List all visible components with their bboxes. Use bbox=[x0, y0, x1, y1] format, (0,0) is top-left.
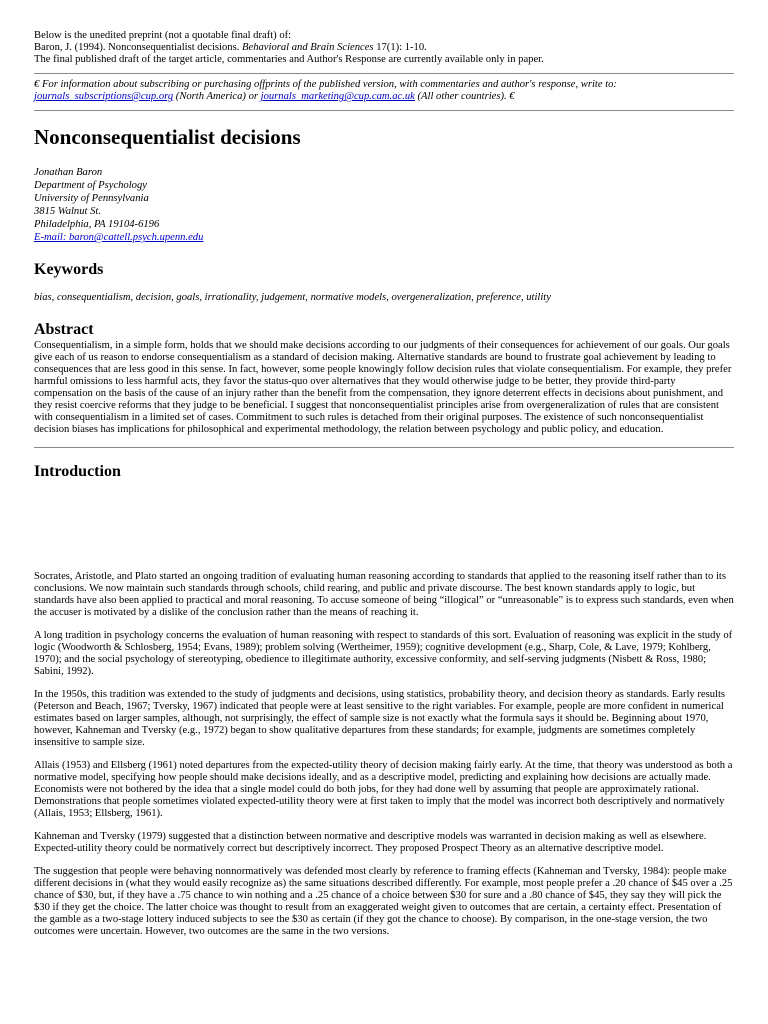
paragraph: The suggestion that people were behaving nonnormatively was defended most clearly by reference to framing effects (Kahneman and Tversky, 1984): people make different decisions in (what they would easily recognize as) the same situations described differently. For example, most people prefer a .20 chance of $45 over a .25 chance of $30, but, if they have a .75 chance to win nothing and a .25 chance of a choice between $30 for sure and a .80 chance of $45, they say they will pick the $30 if they get the choice. The latter choice was thought to result from an exaggerated weight given to outcomes that are certain, a certainty effect. Presentation of the gamble as a two-stage lottery induced subjects to see the $30 as certain (if they got the chance to choose). By comparison, in the one-stage version, the two outcomes were uncertain. However, two outcomes are the same in the two versions. bbox=[34, 866, 733, 937]
author-city: Philadelphia, PA 19104-6196 bbox=[34, 219, 160, 230]
divider bbox=[34, 73, 734, 74]
citation-line bbox=[34, 42, 734, 54]
divider bbox=[34, 447, 734, 448]
subscription-end: (All other countries). € bbox=[414, 91, 515, 102]
keywords-heading: Keywords bbox=[34, 261, 104, 278]
paragraph: Allais (1953) and Ellsberg (1961) noted departures from the expected-utility theory of decision making fairly early. At the time, that theory was understood as both a normative model, specifying how people should make decisions ideally, and as a descriptive model, predicting and explaining how decisions are actually made. Economists were not bothered by the idea that a single model could do both jobs, for they had done well by assuming that people are approximately rational. Demonstrations that people sometimes violated expected-utility theory were at first taken to imply that the model was incorrect both descriptively and normatively (Allais, 1953; Ellsberg, 1961). bbox=[34, 760, 733, 819]
author-department: Department of Psychology bbox=[34, 180, 147, 191]
citation-volume: 17(1): 1-10. bbox=[373, 42, 427, 53]
author-name: Jonathan Baron bbox=[34, 167, 103, 178]
subscription-line: € For information about subscribing or purchasing offprints of the published version, with commentaries and author's response, write to: bbox=[34, 79, 617, 90]
paragraph: Socrates, Aristotle, and Plato started an ongoing tradition of evaluating human reasoning according to standards that applied to the reasoning itself rather than to its conclusions. We now maintain such standards through schools, child rearing, and public and private discourse. The best known standards apply to logic, but standards have also been applied to practical and moral reasoning. To accuse someone of being “illogical” or “unreasonable” is to express such standards, even when the accuser is motivated by a dislike of the conclusion rather than the means of reaching it. bbox=[34, 571, 734, 618]
abstract-text: Consequentialism, in a simple form, holds that we should make decisions according to our judgments of their consequences for achievement of our goals. Our goals give each of us reason to endorse consequentialism as a standard of decision making. Alternative standards are bound to frustrate goal achievement by leading to consequences that are less good in this sense. In fact, however, some people knowingly follow decision rules that violate consequentialism. For example, they prefer harmful omissions to less harmful acts, they favor the status-quo over alternatives that they would otherwise judge to be better, they provide third-party compensation on the basis of the cause of an injury rather than the benefit from the compensation, they ignore deterrent effects in decisions about punishment, and they resist coercive reforms that they judge to be beneficial. I suggest that nonconsequentialist principles arise from overgeneralization of rules that are consistent with consequentialism in a limited set of cases. Commitment to such rules is detached from their original purposes. The existence of such nonconsequentialist decision biases has implications for philosophical and experimental methodology, the relation between psychology and public policy, and education. bbox=[34, 340, 732, 435]
email-link-other-countries[interactable]: journals_marketing@cup.cam.ac.uk bbox=[260, 91, 415, 102]
introduction-heading: Introduction bbox=[34, 463, 121, 480]
abstract-heading: Abstract bbox=[34, 321, 94, 338]
divider bbox=[34, 110, 734, 111]
author-street: 3815 Walnut St. bbox=[34, 206, 102, 217]
citation-journal: Behavioral and Brain Sciences bbox=[242, 42, 374, 53]
subscription-info bbox=[34, 79, 734, 103]
preprint-line: Below is the unedited preprint (not a quotable final draft) of: bbox=[34, 30, 292, 41]
preprint-notice bbox=[34, 30, 734, 66]
paragraph: Kahneman and Tversky (1979) suggested that a distinction between normative and descriptive models was warranted in decision making as well as elsewhere. Expected-utility theory could be normatively correct but descriptively incorrect. They proposed Prospect Theory as an alternative descriptive model. bbox=[34, 831, 707, 854]
subscription-contacts bbox=[34, 91, 734, 103]
author-university: University of Pennsylvania bbox=[34, 193, 149, 204]
page-title: Nonconsequentialist decisions bbox=[34, 125, 301, 149]
author-address bbox=[34, 166, 734, 244]
paragraph: A long tradition in psychology concerns the evaluation of human reasoning with respect to standards of this sort. Evaluation of reasoning was explicit in the study of logic (Woodworth & Schlosberg, 1954; Evans, 1989); problem solving (Wertheimer, 1959); cognitive development (e.g., Sharp, Cole, & Lave, 1979; Kohlberg, 1970); and the social psychology of stereotyping, obedience to illegitimate authority, excessive conformity, and self-serving judgments (Nisbett & Ross, 1980; Sabini, 1992). bbox=[34, 630, 733, 677]
paragraph: In the 1950s, this tradition was extended to the study of judgments and decisions, using statistics, probability theory, and decision theory as standards. Early results (Peterson and Beach, 1967; Tversky, 1967) indicated that people were at least sensitive to the right variables. For example, people are more confident in numerical estimates based on larger samples, although, not surprisingly, the effect of sample size is not exactly what the formula says it should be. Beginning about 1970, however, Kahneman and Tversky (e.g., 1972) began to show qualitative departures from these standards; for example, judgments are sometimes completely insensitive to sample size. bbox=[34, 689, 726, 748]
introduction-body bbox=[34, 571, 734, 938]
blank-space bbox=[34, 482, 734, 571]
author-email-link[interactable]: E-mail: baron@cattell.psych.upenn.edu bbox=[34, 232, 204, 243]
keywords-text: bias, consequentialism, decision, goals, irrationality, judgement, normative models, overgeneralization, preference, utility bbox=[34, 292, 551, 303]
published-note: The final published draft of the target article, commentaries and Author's Response are currently available only in paper. bbox=[34, 54, 544, 65]
email-link-north-america[interactable]: journals_subscriptions@cup.org bbox=[34, 91, 174, 102]
citation-authors: Baron, J. (1994). Nonconsequentialist decisions. bbox=[34, 42, 243, 53]
subscription-mid: (North America) or bbox=[173, 91, 261, 102]
